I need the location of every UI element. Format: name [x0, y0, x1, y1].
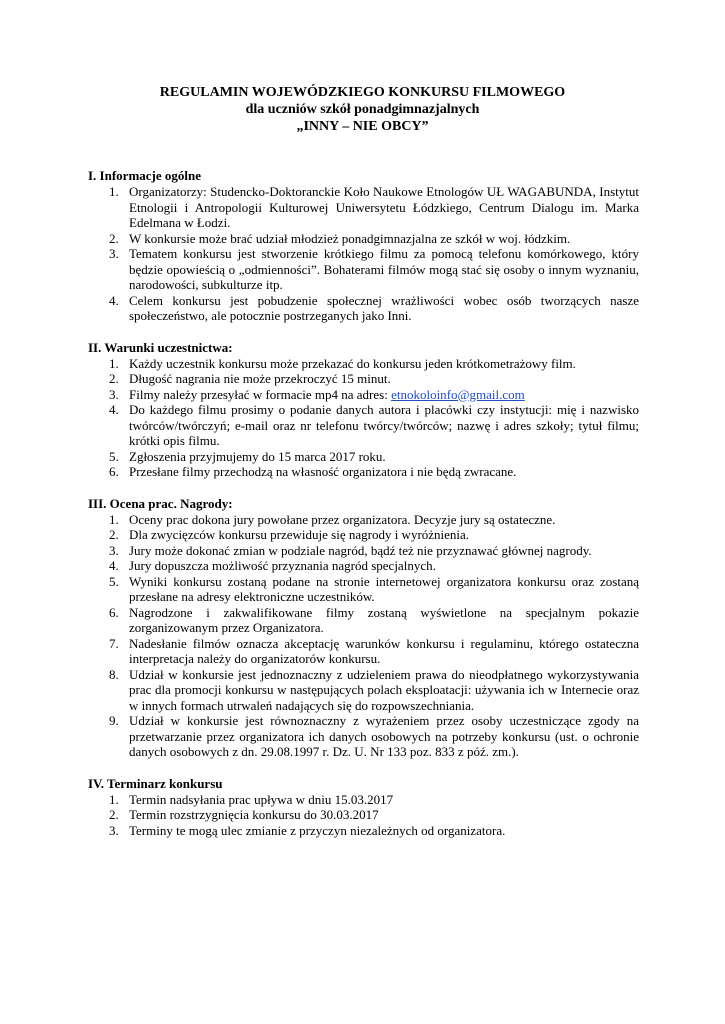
item-text: Przesłane filmy przechodzą na własność organizatora i nie będą zwracane.: [129, 464, 517, 479]
section-heading: IV. Terminarz konkursu: [88, 775, 223, 791]
section-list: [88, 512, 639, 760]
item-text: Tematem konkursu jest stworzenie krótkiego filmu za pomocą telefonu komórkowego, który będzie opowieścią o „odmienności”. Bohaterami filmów mogą stać się osoby o innym wyznaniu, narodowości, subkulturze itp.: [129, 246, 639, 292]
list-item: [88, 636, 639, 667]
section-list: [88, 792, 639, 839]
item-text: W konkursie może brać udział młodzież ponadgimnazjalna ze szkół w woj. łódzkim.: [129, 230, 571, 246]
section-2: [88, 340, 639, 480]
item-text: Dla zwycięzców konkursu przewiduje się nagrody i wyróżnienia.: [129, 527, 470, 542]
item-text: Jury może dokonać zmian w podziale nagród, bądź też nie przyznawać głównej nagrody.: [129, 542, 592, 558]
item-number: 5.: [109, 448, 119, 464]
item-number: 1.: [109, 355, 119, 371]
item-number: 3.: [109, 386, 119, 402]
item-text: Każdy uczestnik konkursu może przekazać do konkursu jeden krótkometrażowy film.: [129, 355, 576, 371]
list-item: [88, 402, 639, 449]
section-heading: II. Warunki uczestnictwa:: [88, 339, 233, 355]
section-list: [88, 356, 639, 480]
list-item: [88, 543, 639, 559]
section-heading: III. Ocena prac. Nagrody:: [88, 495, 233, 511]
list-item: [88, 293, 639, 324]
list-item: [88, 246, 639, 293]
item-text: Udział w konkursie jest równoznaczny z wyrażeniem przez osoby uczestniczące zgody na przetwarzanie przez organizatora ich danych osobowych na potrzeby konkursu (ust. o ochronie danych osobowych z dn. 29.08.1997 r. Dz. U. Nr 133 poz. 833 z póź. zm.).: [129, 713, 639, 759]
item-text: Wyniki konkursu zostaną podane na stronie internetowej organizatora konkursu oraz zostaną przesłane na adresy elektroniczne uczestników.: [129, 573, 639, 604]
item-text: Nagrodzone i zakwalifikowane filmy zostaną wyświetlone na specjalnym pokazie zorganizowanym przez Organizatora.: [129, 604, 639, 635]
list-item: [88, 449, 639, 465]
item-number: 2.: [109, 230, 119, 246]
list-item: [88, 371, 639, 387]
section-3: [88, 496, 639, 760]
item-text: Długość nagrania nie może przekroczyć 15 minut.: [129, 371, 391, 386]
list-item: [88, 387, 639, 403]
item-number: 8.: [109, 666, 119, 682]
item-number: 7.: [109, 635, 119, 651]
list-item: [88, 574, 639, 605]
list-item: [88, 512, 639, 528]
item-text: Do każdego filmu prosimy o podanie danych autora i placówki czy instytucji: mię i nazwisko twórców/twórczyń; e-mail oraz nr telefonu twórcy/twórców; nazwę i adres szkoły; tytuł filmu; krótki opis filmu.: [129, 402, 639, 448]
item-text: Zgłoszenia przyjmujemy do 15 marca 2017 roku.: [129, 448, 386, 464]
list-item: [88, 605, 639, 636]
item-text: Termin rozstrzygnięcia konkursu do 30.03.2017: [129, 807, 379, 822]
item-number: 3.: [109, 822, 119, 838]
list-item: [88, 527, 639, 543]
section-heading: I. Informacje ogólne: [88, 168, 202, 183]
email-link[interactable]: etnokoloinfo@gmail.com: [391, 386, 525, 402]
section-1: [88, 168, 639, 324]
item-number: 3.: [109, 246, 119, 261]
document-title: [0, 84, 725, 135]
title-line-3: „INNY – NIE OBCY”: [296, 119, 429, 134]
list-item: [88, 558, 639, 574]
document-body: [88, 168, 639, 854]
item-number: 9.: [109, 713, 119, 728]
section-4: [88, 776, 639, 839]
item-text: Organizatorzy: Studencko-Doktoranckie Koło Naukowe Etnologów UŁ WAGABUNDA, Instytut Etnologii i Antropologii Kulturowej Uniwersytetu Łódzkiego, Centrum Dialogu im. Marka Edelmana w Łodzi.: [129, 184, 639, 230]
item-text: Terminy te mogą ulec zmianie z przyczyn niezależnych od organizatora.: [129, 822, 506, 838]
item-number: 6.: [109, 464, 119, 479]
item-number: 1.: [109, 791, 119, 807]
item-text: Filmy należy przesyłać w formacie mp4 na adres:: [129, 386, 392, 402]
list-item: [88, 231, 639, 247]
item-text: Nadesłanie filmów oznacza akceptację warunków konkursu i regulaminu, którego ostateczna interpretacja należy do organizatorów konkursu.: [129, 635, 639, 666]
list-item: [88, 464, 639, 480]
title-line-1: REGULAMIN WOJEWÓDZKIEGO KONKURSU FILMOWEGO: [159, 85, 566, 100]
title-line-2: dla uczniów szkół ponadgimnazjalnych: [245, 102, 480, 117]
item-number: 4.: [109, 292, 119, 308]
item-text: Oceny prac dokona jury powołane przez organizatora. Decyzje jury są ostateczne.: [129, 511, 556, 527]
item-number: 4.: [109, 402, 119, 417]
item-text: Termin nadsyłania prac upływa w dniu 15.03.2017: [129, 791, 394, 807]
list-item: [88, 356, 639, 372]
item-number: 2.: [109, 807, 119, 822]
item-number: 1.: [109, 184, 119, 199]
item-text: Celem konkursu jest pobudzenie społecznej wrażliwości wobec osób tworzących nasze społeczeństwo, ale potocznie postrzeganych jako Inni.: [129, 292, 639, 323]
item-number: 4.: [109, 558, 119, 573]
list-item: [88, 667, 639, 714]
list-item: [88, 713, 639, 760]
list-item: [88, 823, 639, 839]
item-text: Jury dopuszcza możliwość przyznania nagród specjalnych.: [129, 558, 436, 573]
list-item: [88, 792, 639, 808]
section-list: [88, 184, 639, 324]
item-number: 6.: [109, 604, 119, 620]
item-number: 5.: [109, 573, 119, 589]
list-item: [88, 184, 639, 231]
item-number: 3.: [109, 542, 119, 558]
item-number: 2.: [109, 527, 119, 542]
item-number: 1.: [109, 511, 119, 527]
item-text: Udział w konkursie jest jednoznaczny z udzieleniem prawa do nieodpłatnego wykorzystywania prac dla promocji konkursu w następujących polach eksploatacji: używania ich w Internecie oraz w innych formach utrwaleń nadających się do rozpowszechniania.: [129, 666, 639, 713]
list-item: [88, 807, 639, 823]
item-number: 2.: [109, 371, 119, 386]
